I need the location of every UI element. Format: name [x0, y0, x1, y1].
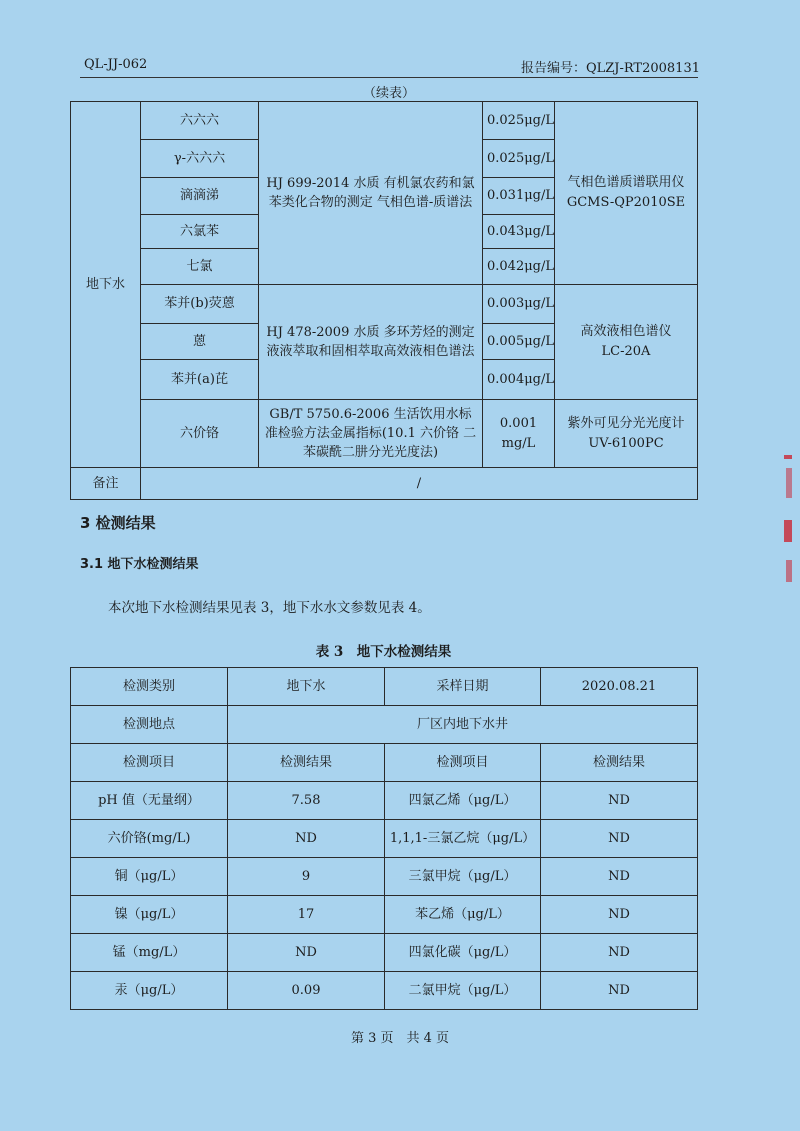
item-name: 苯并(a)芘 [141, 360, 259, 400]
table-caption: 表 3 地下水检测结果 [315, 644, 452, 660]
detection-limit: 0.025μg/L [483, 140, 555, 178]
method-cell: GB/T 5750.6-2006 生活饮用水标准检验方法金属指标(10.1 六价铬 二苯碳酰二肼分光光度法) [259, 400, 483, 468]
result-value: ND [228, 820, 385, 858]
limit-value: 0.001 [499, 415, 538, 431]
page-footer: 第 3 页 共 4 页 [350, 1031, 450, 1046]
item-name: 苯并(b)荧蒽 [141, 285, 259, 324]
item-name: 锰（mg/L） [71, 934, 228, 972]
item-name: 镍（μg/L） [71, 896, 228, 934]
instrument-model: LC-20A [601, 344, 651, 359]
report-number: 报告编号：QLZJ-RT2008131 [520, 61, 700, 76]
instrument-model: UV-6100PC [588, 435, 664, 451]
instrument-name: 紫外可见分光光度计 [567, 415, 685, 431]
table-row [71, 934, 698, 972]
results-table [70, 667, 698, 1010]
item-name: 蒽 [141, 324, 259, 360]
detection-limit: 0.042μg/L [483, 249, 555, 285]
seal-fragment-mark [784, 520, 792, 542]
item-name: γ-六六六 [141, 140, 259, 178]
date-value: 2020.08.21 [541, 668, 698, 706]
subsection-heading: 3.1 地下水检测结果 [80, 557, 199, 572]
detection-limit: 0.003μg/L [483, 285, 555, 324]
table-row [71, 782, 698, 820]
result-value: ND [228, 934, 385, 972]
item-name: 汞（μg/L） [71, 972, 228, 1010]
detection-limit: 0.005μg/L [483, 324, 555, 360]
table-row [71, 972, 698, 1010]
item-name: 六价铬 [141, 400, 259, 468]
instrument-cell [555, 102, 698, 285]
method-cell: HJ 478-2009 水质 多环芳烃的测定 液液萃取和固相萃取高效液相色谱法 [259, 285, 483, 400]
col-header-result: 检测结果 [541, 744, 698, 782]
table-row [71, 820, 698, 858]
method-cell: HJ 699-2014 水质 有机氯农药和氯苯类化合物的测定 气相色谱-质谱法 [259, 102, 483, 285]
body-paragraph: 本次地下水检测结果见表 3，地下水水文参数见表 4。 [108, 600, 431, 616]
result-value: ND [541, 820, 698, 858]
result-value: ND [541, 858, 698, 896]
item-name: 苯乙烯（μg/L） [385, 896, 541, 934]
instrument-cell [555, 400, 698, 468]
instrument-name: 高效液相色谱仪 [580, 324, 672, 339]
result-value: ND [541, 972, 698, 1010]
site-label: 检测地点 [71, 706, 228, 744]
col-header-item: 检测项目 [71, 744, 228, 782]
limit-unit: mg/L [501, 435, 536, 451]
result-value: 0.09 [228, 972, 385, 1010]
item-name: 六六六 [141, 102, 259, 140]
remark-value: / [141, 468, 698, 500]
report-code: QL-JJ-062 [84, 57, 148, 72]
item-name: 六价铬(mg/L) [71, 820, 228, 858]
result-value: ND [541, 782, 698, 820]
item-name: 二氯甲烷（μg/L） [385, 972, 541, 1010]
result-value: ND [541, 896, 698, 934]
detection-limit: 0.031μg/L [483, 178, 555, 215]
result-value: 17 [228, 896, 385, 934]
instrument-name: 气相色谱质谱联用仪 [567, 175, 685, 190]
seal-fragment-mark [786, 560, 792, 582]
instrument-model: GCMS-QP2010SE [566, 195, 686, 210]
instrument-cell [555, 285, 698, 400]
method-table [70, 101, 698, 500]
seal-fragment-mark [784, 455, 792, 459]
detection-limit [483, 400, 555, 468]
type-value: 地下水 [228, 668, 385, 706]
item-name: pH 值（无量纲） [71, 782, 228, 820]
item-name: 三氯甲烷（μg/L） [385, 858, 541, 896]
item-name: 1,1,1-三氯乙烷（μg/L） [385, 820, 541, 858]
table-row [71, 858, 698, 896]
item-name: 铜（μg/L） [71, 858, 228, 896]
result-value: 9 [228, 858, 385, 896]
item-name: 四氯乙烯（μg/L） [385, 782, 541, 820]
continued-label: （续表） [362, 86, 415, 101]
col-header-item: 检测项目 [385, 744, 541, 782]
item-name: 六氯苯 [141, 215, 259, 249]
category-cell: 地下水 [71, 102, 141, 468]
header-rule [80, 77, 698, 78]
table-row [71, 896, 698, 934]
site-value: 厂区内地下水井 [228, 706, 698, 744]
col-header-result: 检测结果 [228, 744, 385, 782]
seal-fragment-mark [786, 468, 792, 498]
detection-limit: 0.025μg/L [483, 102, 555, 140]
item-name: 滴滴涕 [141, 178, 259, 215]
detection-limit: 0.043μg/L [483, 215, 555, 249]
item-name: 四氯化碳（μg/L） [385, 934, 541, 972]
section-heading: 3 检测结果 [80, 514, 156, 532]
detection-limit: 0.004μg/L [483, 360, 555, 400]
result-value: 7.58 [228, 782, 385, 820]
remark-label: 备注 [71, 468, 141, 500]
date-label: 采样日期 [385, 668, 541, 706]
result-value: ND [541, 934, 698, 972]
item-name: 七氯 [141, 249, 259, 285]
type-label: 检测类别 [71, 668, 228, 706]
